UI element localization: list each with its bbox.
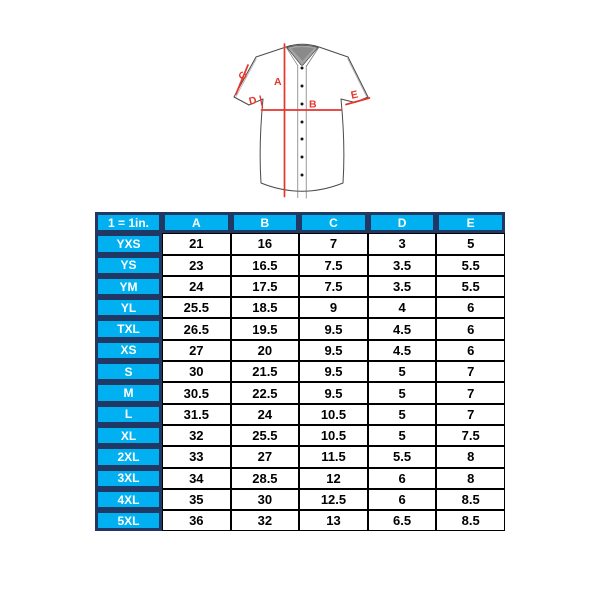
value-cell-ys-d: 3.5 [368,255,437,276]
size-cell-txl: TXL [95,318,162,339]
value-cell-s-e: 7 [436,361,505,382]
value-cell-yl-b: 18.5 [231,297,300,318]
value-cell-xs-c: 9.5 [299,340,368,361]
value-cell-4xl-a: 35 [162,489,231,510]
value-cell-3xl-b: 28.5 [231,468,300,489]
value-cell-m-e: 7 [436,382,505,403]
value-cell-ym-e: 5.5 [436,276,505,297]
value-cell-5xl-c: 13 [299,510,368,531]
value-cell-yxs-e: 5 [436,233,505,254]
size-cell-5xl: 5XL [95,510,162,531]
value-cell-m-c: 9.5 [299,382,368,403]
value-cell-l-b: 24 [231,404,300,425]
measure-label-e: E [349,88,360,102]
measure-label-d: D [247,94,258,108]
value-cell-4xl-c: 12.5 [299,489,368,510]
size-cell-m: M [95,382,162,403]
value-cell-4xl-b: 30 [231,489,300,510]
value-cell-xl-b: 25.5 [231,425,300,446]
size-cell-4xl: 4XL [95,489,162,510]
value-cell-yl-d: 4 [368,297,437,318]
value-cell-ym-a: 24 [162,276,231,297]
value-cell-txl-b: 19.5 [231,318,300,339]
value-cell-ys-c: 7.5 [299,255,368,276]
value-cell-2xl-a: 33 [162,446,231,467]
size-cell-3xl: 3XL [95,468,162,489]
value-cell-txl-e: 6 [436,318,505,339]
value-cell-txl-c: 9.5 [299,318,368,339]
value-cell-5xl-e: 8.5 [436,510,505,531]
size-cell-l: L [95,404,162,425]
value-cell-m-b: 22.5 [231,382,300,403]
value-cell-ym-c: 7.5 [299,276,368,297]
column-header-a: A [162,212,231,233]
size-cell-yl: YL [95,297,162,318]
value-cell-xs-d: 4.5 [368,340,437,361]
jersey-body-outline [234,44,368,191]
measure-label-b: B [309,98,317,111]
size-cell-yxs: YXS [95,233,162,254]
value-cell-3xl-a: 34 [162,468,231,489]
measure-label-c: C [236,69,251,83]
value-cell-3xl-c: 12 [299,468,368,489]
value-cell-yl-e: 6 [436,297,505,318]
value-cell-s-d: 5 [368,361,437,382]
size-cell-xl: XL [95,425,162,446]
value-cell-4xl-d: 6 [368,489,437,510]
value-cell-s-b: 21.5 [231,361,300,382]
column-header-d: D [368,212,437,233]
column-header-b: B [231,212,300,233]
value-cell-yxs-d: 3 [368,233,437,254]
size-cell-ym: YM [95,276,162,297]
value-cell-m-d: 5 [368,382,437,403]
value-cell-l-e: 7 [436,404,505,425]
value-cell-xs-a: 27 [162,340,231,361]
value-cell-ys-b: 16.5 [231,255,300,276]
column-header-c: C [299,212,368,233]
value-cell-yl-c: 9 [299,297,368,318]
value-cell-s-c: 9.5 [299,361,368,382]
size-cell-ys: YS [95,255,162,276]
value-cell-5xl-d: 6.5 [368,510,437,531]
value-cell-ym-d: 3.5 [368,276,437,297]
value-cell-3xl-d: 6 [368,468,437,489]
value-cell-yxs-a: 21 [162,233,231,254]
value-cell-3xl-e: 8 [436,468,505,489]
value-cell-ym-b: 17.5 [231,276,300,297]
value-cell-2xl-e: 8 [436,446,505,467]
value-cell-l-a: 31.5 [162,404,231,425]
value-cell-ys-e: 5.5 [436,255,505,276]
size-table [95,212,505,531]
value-cell-2xl-d: 5.5 [368,446,437,467]
value-cell-l-c: 10.5 [299,404,368,425]
value-cell-l-d: 5 [368,404,437,425]
value-cell-2xl-b: 27 [231,446,300,467]
value-cell-yl-a: 25.5 [162,297,231,318]
size-cell-2xl: 2XL [95,446,162,467]
value-cell-2xl-c: 11.5 [299,446,368,467]
value-cell-txl-a: 26.5 [162,318,231,339]
value-cell-xl-e: 7.5 [436,425,505,446]
value-cell-xl-d: 5 [368,425,437,446]
value-cell-txl-d: 4.5 [368,318,437,339]
column-header-e: E [436,212,505,233]
value-cell-yxs-b: 16 [231,233,300,254]
value-cell-ys-a: 23 [162,255,231,276]
value-cell-xl-a: 32 [162,425,231,446]
value-cell-5xl-b: 32 [231,510,300,531]
measure-label-a: A [274,76,282,88]
value-cell-m-a: 30.5 [162,382,231,403]
value-cell-s-a: 30 [162,361,231,382]
value-cell-yxs-c: 7 [299,233,368,254]
size-cell-s: S [95,361,162,382]
size-cell-xs: XS [95,340,162,361]
value-cell-xs-e: 6 [436,340,505,361]
value-cell-5xl-a: 36 [162,510,231,531]
value-cell-4xl-e: 8.5 [436,489,505,510]
value-cell-xl-c: 10.5 [299,425,368,446]
unit-note-cell: 1 = 1in. [95,212,162,233]
jersey-diagram [200,10,400,210]
value-cell-xs-b: 20 [231,340,300,361]
